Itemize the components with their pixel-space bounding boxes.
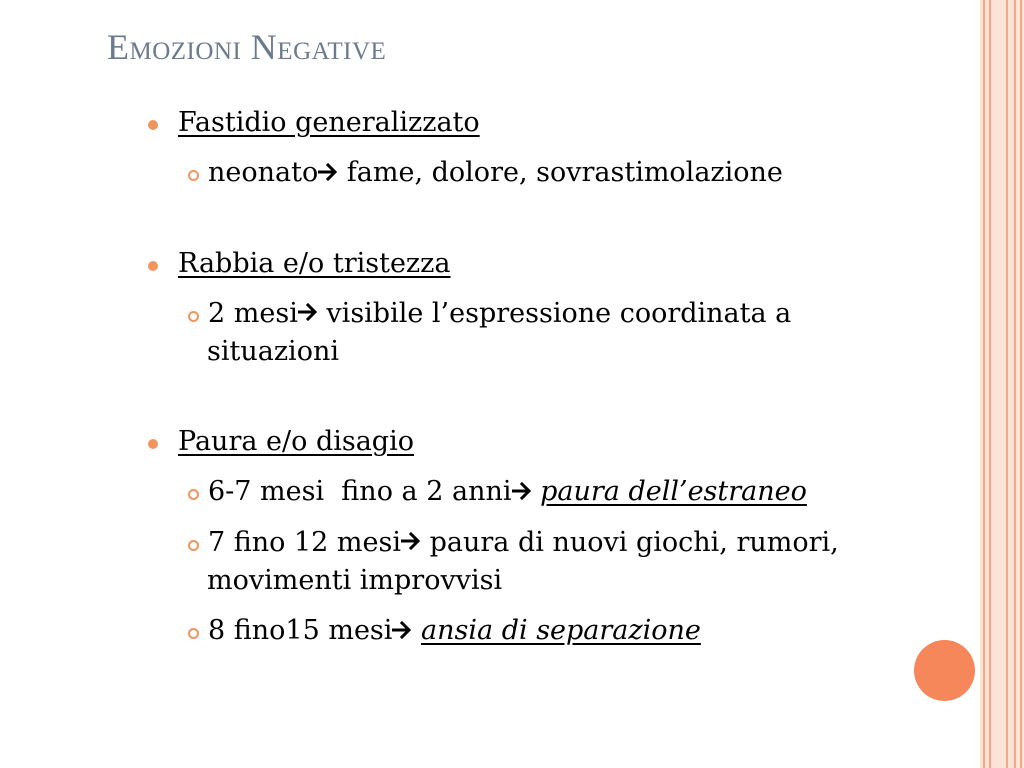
bullet-dot-icon: [148, 439, 158, 449]
sub-bullet-lead: neonato: [208, 157, 319, 188]
sub-bullet-text: paura di nuovi giochi, rumori,: [421, 526, 839, 558]
sub-bullet: [140, 524, 985, 601]
sub-bullet: [140, 154, 985, 193]
ring-bullet-icon: [188, 489, 199, 500]
decorative-stripe: [989, 0, 991, 768]
sub-bullet-text: visibile l’espressione coordinata a: [317, 297, 792, 329]
ring-bullet-icon: [188, 540, 199, 551]
sub-bullet-lead: 7 fino 12 mesi: [208, 526, 402, 558]
decorative-stripe: [1014, 0, 1016, 768]
slide-content: [140, 104, 985, 651]
bullet-rabbia: [140, 245, 985, 283]
right-arrow-icon: [392, 613, 412, 651]
section-heading: Paura e/o disagio: [178, 426, 414, 457]
sub-bullet-continuation: movimenti improvvisi: [207, 565, 503, 596]
bullet-dot-icon: [148, 261, 158, 271]
sub-bullet: [140, 473, 985, 512]
sub-bullet-text: fame, dolore, sovrastimolazione: [338, 157, 783, 188]
sub-bullet-text: [412, 615, 421, 646]
decorative-stripe: [1006, 0, 1008, 768]
slide-title: Emozioni Negative: [107, 27, 387, 67]
decorative-stripe: [1020, 0, 1022, 768]
bullet-fastidio: [140, 104, 985, 142]
sub-bullet-continuation: situazioni: [207, 336, 339, 367]
sub-bullet: [140, 295, 985, 372]
right-arrow-icon: [512, 474, 532, 512]
section-heading: Fastidio generalizzato: [178, 107, 480, 138]
bullet-paura: [140, 423, 985, 461]
ring-bullet-icon: [188, 170, 199, 181]
right-arrow-icon: [401, 524, 421, 562]
decorative-circle: [914, 640, 975, 701]
sub-bullet-emphasis: paura dell’estraneo: [540, 476, 807, 507]
section-heading: Rabbia e/o tristezza: [178, 247, 451, 279]
sub-bullet-text: [532, 476, 541, 507]
right-arrow-icon: [318, 155, 338, 193]
right-decorative-band: [980, 0, 1024, 768]
sub-bullet-lead: 8 fino15 mesi: [208, 615, 393, 646]
right-arrow-icon: [298, 295, 318, 333]
bullet-dot-icon: [148, 120, 158, 130]
sub-bullet-lead: 6-7 mesi fino a 2 anni: [208, 476, 512, 507]
ring-bullet-icon: [188, 628, 199, 639]
sub-bullet: [140, 612, 985, 651]
sub-bullet-lead: 2 mesi: [208, 297, 298, 329]
sub-bullet-emphasis: ansia di separazione: [421, 615, 701, 646]
ring-bullet-icon: [188, 311, 199, 322]
